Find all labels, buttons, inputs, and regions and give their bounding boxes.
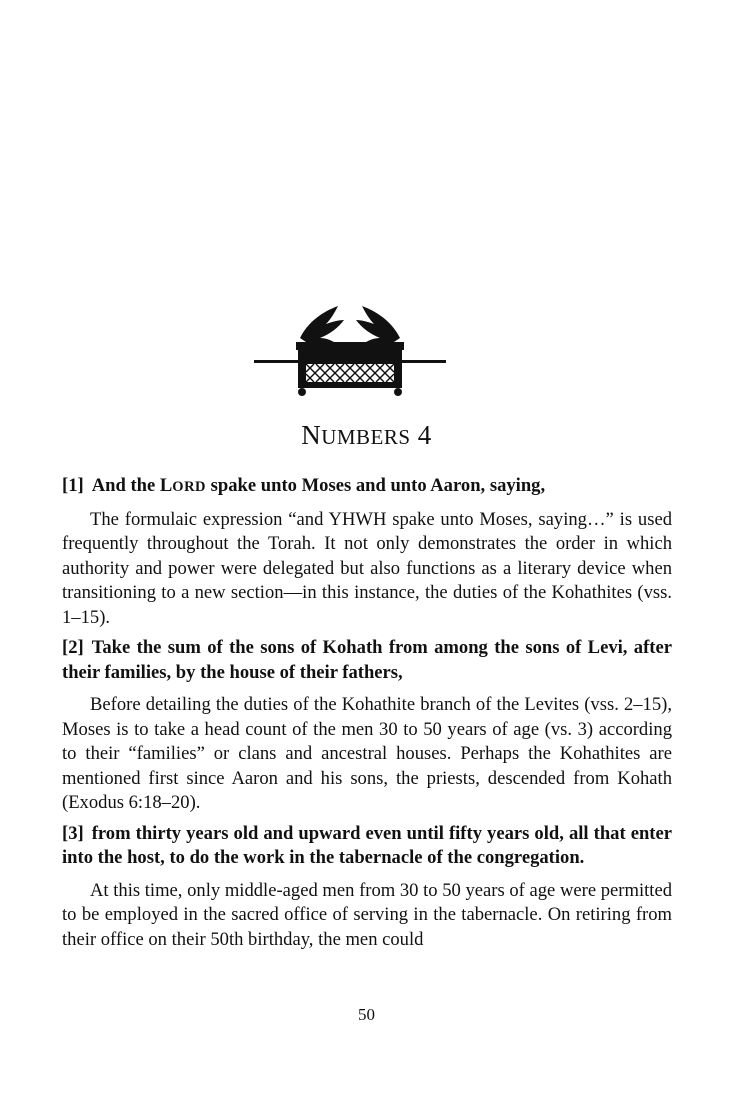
commentary-paragraph: Before detailing the duties of the Kohathite branch of the Levites (vss. 2–15), Moses is to take a head count of the men 30 to 50 years of age (vs. 3) according to their “families” or clans and ancestral houses. Perhaps the Kohathites are mentioned first since Aaron and his sons, the priests, descended from Kohath (Exodus 6:18–20). xyxy=(62,694,672,813)
verse-number: [2] xyxy=(62,637,84,658)
chapter-content xyxy=(62,474,672,958)
commentary-paragraph: The formulaic expression “and YHWH spake unto Moses, saying…” is used frequently throughout the Torah. It not only demonstrates the order in which authority and power were delegated but also functions as a literary device when transitioning to a new section—in this instance, the duties of the Kohathites (vss. 1–15). xyxy=(62,508,672,628)
verse-number: [1] xyxy=(62,475,84,496)
ark-of-the-covenant-icon xyxy=(250,302,450,398)
verse-heading: [2] Take the sum of the sons of Kohath from among the sons of Levi, after their families, by the house of their fathers, xyxy=(62,637,672,683)
page-number: 50 xyxy=(358,1005,375,1024)
verse-number: [3] xyxy=(62,822,84,844)
chapter-title: NUMBERS 4 xyxy=(301,420,432,450)
verse-heading: [1] And the LORD spake unto Moses and unto Aaron, saying, xyxy=(62,475,546,496)
verse-heading: [3] from thirty years old and upward even until fifty years old, all that enter into the host, to do the work in the tabernacle of the congregation. xyxy=(62,822,672,868)
commentary-paragraph: At this time, only middle-aged men from 30 to 50 years of age were permitted to be employed in the sacred office of serving in the tabernacle. On retiring from their office on their 50th birthday, the men could xyxy=(62,879,672,950)
